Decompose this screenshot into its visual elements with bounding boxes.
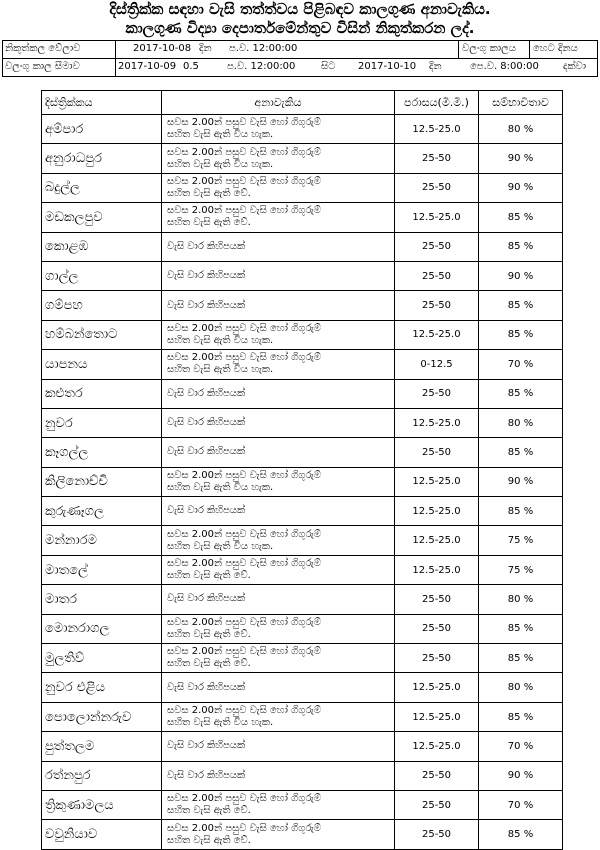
district-name: යාපනය bbox=[42, 350, 162, 379]
probability: 85 % bbox=[479, 291, 563, 320]
header-range: පරාසය(මි.මී.) bbox=[395, 91, 479, 115]
table-row bbox=[42, 497, 563, 526]
district-name: බදුල්ල bbox=[42, 173, 162, 202]
forecast-line-1: වැසි වාර කිහිපයක් bbox=[167, 740, 246, 752]
forecast-text bbox=[162, 820, 395, 849]
forecast-line-1: වැසි වාර කිහිපයක් bbox=[167, 681, 246, 693]
table-row bbox=[42, 673, 563, 702]
probability: 80 % bbox=[479, 408, 563, 437]
table-row bbox=[42, 467, 563, 496]
probability: 80 % bbox=[479, 115, 563, 144]
document-title bbox=[0, 0, 600, 40]
forecast-table bbox=[41, 90, 563, 850]
forecast-line-1: සවස 2.00න් පසුව වැසි හෝ ගිගුරුම් bbox=[167, 558, 321, 570]
forecast-text bbox=[162, 790, 395, 819]
header-district: දිස්ත්‍රික්කය bbox=[42, 91, 162, 115]
district-name: ගාල්ල bbox=[42, 261, 162, 290]
forecast-text bbox=[162, 702, 395, 731]
district-name: ත්‍රිකුණාමලය bbox=[42, 790, 162, 819]
forecast-line-1: සවස 2.00න් පසුව වැසි හෝ ගිගුරුම් bbox=[167, 175, 321, 187]
forecast-text bbox=[162, 497, 395, 526]
district-name: වවුනියාව bbox=[42, 820, 162, 849]
district-name: කුරුණෑගල bbox=[42, 497, 162, 526]
forecast-line-2: සහිත වැසි ඇති විය හැක. bbox=[167, 129, 274, 141]
rainfall-range: 25-50 bbox=[395, 261, 479, 290]
forecast-line-1: සවස 2.00න් පසුව වැසි හෝ ගිගුරුම් bbox=[167, 117, 321, 129]
rainfall-range: 12.5-25.0 bbox=[395, 320, 479, 349]
forecast-line-2: සහිත වැසි ඇති විය හැක. bbox=[167, 158, 274, 170]
table-row bbox=[42, 438, 563, 467]
forecast-text bbox=[162, 408, 395, 437]
validity-offset: 0.5 bbox=[183, 61, 199, 72]
table-row bbox=[42, 408, 563, 437]
probability: 85 % bbox=[479, 320, 563, 349]
forecast-line-2: සහිත වැසි ඇති වේ. bbox=[167, 805, 251, 817]
rainfall-range: 12.5-25.0 bbox=[395, 702, 479, 731]
validity-from-word: සිට bbox=[321, 61, 336, 72]
probability: 75 % bbox=[479, 526, 563, 555]
forecast-text bbox=[162, 614, 395, 643]
district-name: මුලතිව් bbox=[42, 644, 162, 673]
table-row bbox=[42, 761, 563, 790]
forecast-text bbox=[162, 379, 395, 408]
forecast-line-1: සවස 2.00න් පසුව වැසි හෝ ගිගුරුම් bbox=[167, 616, 321, 628]
table-row bbox=[42, 585, 563, 614]
forecast-line-1: සවස 2.00න් පසුව වැසි හෝ ගිගුරුම් bbox=[167, 528, 321, 540]
probability: 70 % bbox=[479, 350, 563, 379]
forecast-line-1: වැසි වාර කිහිපයක් bbox=[167, 505, 246, 517]
rainfall-range: 12.5-25.0 bbox=[395, 497, 479, 526]
forecast-text bbox=[162, 232, 395, 261]
forecast-text bbox=[162, 761, 395, 790]
district-name: නුවර bbox=[42, 408, 162, 437]
validity-to-date: 2017-10-10 bbox=[358, 61, 417, 72]
rainfall-range: 25-50 bbox=[395, 644, 479, 673]
issue-date: 2017-10-08 bbox=[133, 43, 192, 54]
district-name: අම්පාර bbox=[42, 115, 162, 144]
rainfall-range: 12.5-25.0 bbox=[395, 408, 479, 437]
validity-to-time: පෙ.ව. 8:00:00 bbox=[470, 61, 539, 72]
forecast-line-1: සවස 2.00න් පසුව වැසි හෝ ගිගුරුම් bbox=[167, 205, 321, 217]
validity-day-word: දින bbox=[429, 61, 442, 72]
table-row bbox=[42, 820, 563, 849]
rainfall-range: 25-50 bbox=[395, 614, 479, 643]
forecast-line-2: සහිත වැසි ඇති විය හැක. bbox=[167, 717, 274, 728]
forecast-line-1: වැසි වාර කිහිපයක් bbox=[167, 240, 246, 252]
forecast-line-2: සහිත වැසි ඇති විය හැක. bbox=[167, 364, 274, 376]
table-row bbox=[42, 555, 563, 584]
forecast-line-1: වැසි වාර කිහිපයක් bbox=[167, 387, 246, 399]
table-row bbox=[42, 115, 563, 144]
forecast-text bbox=[162, 261, 395, 290]
issue-time-row bbox=[2, 40, 598, 59]
table-row bbox=[42, 732, 563, 761]
rainfall-range: 25-50 bbox=[395, 790, 479, 819]
table-row bbox=[42, 790, 563, 819]
rainfall-range: 25-50 bbox=[395, 232, 479, 261]
forecast-line-1: සවස 2.00න් පසුව වැසි හෝ ගිගුරුම් bbox=[167, 322, 321, 334]
forecast-text bbox=[162, 585, 395, 614]
forecast-line-1: වැසි වාර කිහිපයක් bbox=[167, 270, 246, 282]
district-name: පොලොන්නරුව bbox=[42, 702, 162, 731]
forecast-text bbox=[162, 467, 395, 496]
rainfall-range: 12.5-25.0 bbox=[395, 115, 479, 144]
forecast-line-1: වැසි වාර කිහිපයක් bbox=[167, 769, 246, 781]
forecast-line-1: වැසි වාර කිහිපයක් bbox=[167, 417, 246, 429]
district-name: පුත්තලම bbox=[42, 732, 162, 761]
forecast-line-2: සහිත වැසි ඇති වේ. bbox=[167, 834, 251, 846]
probability: 85 % bbox=[479, 702, 563, 731]
forecast-line-1: සවස 2.00න් පසුව වැසි හෝ ගිගුරුම් bbox=[167, 822, 321, 834]
probability: 85 % bbox=[479, 820, 563, 849]
probability: 70 % bbox=[479, 732, 563, 761]
rainfall-range: 25-50 bbox=[395, 144, 479, 173]
probability: 80 % bbox=[479, 673, 563, 702]
probability: 85 % bbox=[479, 614, 563, 643]
forecast-text bbox=[162, 673, 395, 702]
district-name: මන්නාරම bbox=[42, 526, 162, 555]
probability: 85 % bbox=[479, 497, 563, 526]
probability: 75 % bbox=[479, 555, 563, 584]
table-row bbox=[42, 350, 563, 379]
forecast-text bbox=[162, 555, 395, 584]
probability: 90 % bbox=[479, 144, 563, 173]
forecast-text bbox=[162, 526, 395, 555]
forecast-line-1: සවස 2.00න් පසුව වැසි හෝ ගිගුරුම් bbox=[167, 352, 321, 364]
probability: 85 % bbox=[479, 232, 563, 261]
rainfall-range: 25-50 bbox=[395, 379, 479, 408]
validity-range-label: වලංගු කාල සීමාව bbox=[5, 61, 80, 72]
rainfall-range: 25-50 bbox=[395, 820, 479, 849]
district-name: අනුරාධපුර bbox=[42, 144, 162, 173]
district-name: මාතර bbox=[42, 585, 162, 614]
forecast-line-1: සවස 2.00න් පසුව වැසි හෝ ගිගුරුම් bbox=[167, 793, 321, 805]
issue-label: නිකුත්කල වේලාව bbox=[5, 43, 81, 54]
forecast-text bbox=[162, 173, 395, 202]
table-header-row bbox=[42, 91, 563, 115]
rainfall-range: 12.5-25.0 bbox=[395, 467, 479, 496]
table-row bbox=[42, 173, 563, 202]
table-row bbox=[42, 291, 563, 320]
header-probability: සම්භාවිතාව bbox=[479, 91, 563, 115]
title-line-2: කාලගුණ විද්‍යා දෙපාර්තමේන්තුව විසින් නිකුත්කරන ලද්. bbox=[125, 19, 475, 37]
forecast-text bbox=[162, 144, 395, 173]
forecast-line-1: වැසි වාර කිහිපයක් bbox=[167, 299, 246, 311]
table-row bbox=[42, 144, 563, 173]
rainfall-range: 12.5-25.0 bbox=[395, 203, 479, 232]
forecast-line-2: සහිත වැසි ඇති වේ. bbox=[167, 628, 251, 640]
forecast-text bbox=[162, 291, 395, 320]
rainfall-range: 12.5-25.0 bbox=[395, 732, 479, 761]
district-name: මොනරාගල bbox=[42, 614, 162, 643]
probability: 85 % bbox=[479, 438, 563, 467]
rainfall-range: 12.5-25.0 bbox=[395, 555, 479, 584]
table-row bbox=[42, 526, 563, 555]
probability: 85 % bbox=[479, 644, 563, 673]
probability: 85 % bbox=[479, 379, 563, 408]
probability: 90 % bbox=[479, 467, 563, 496]
probability: 90 % bbox=[479, 261, 563, 290]
validity-to-word: දක්වා bbox=[563, 61, 587, 72]
district-name: ගම්පහ bbox=[42, 291, 162, 320]
validity-from-time: ප.ව. 12:00:00 bbox=[227, 61, 296, 72]
forecast-text bbox=[162, 203, 395, 232]
district-name: කෑගල්ල bbox=[42, 438, 162, 467]
rainfall-range: 12.5-25.0 bbox=[395, 673, 479, 702]
district-name: රත්නපුර bbox=[42, 761, 162, 790]
district-name: මඩකලපුව bbox=[42, 203, 162, 232]
title-line-1: දිස්ත්‍රික්ක සඳහා වැසි තත්ත්වය පිළිබඳව කාලගුණ අනාවැකිය. bbox=[109, 0, 491, 18]
table-row bbox=[42, 379, 563, 408]
forecast-line-2: සහිත වැසි ඇති විය හැක. bbox=[167, 540, 274, 552]
district-name: මාතලේ bbox=[42, 555, 162, 584]
table-row bbox=[42, 261, 563, 290]
validity-from-date: 2017-10-09 bbox=[118, 61, 177, 72]
validity-period-value: හෙට දිනය bbox=[533, 43, 578, 54]
table-row bbox=[42, 614, 563, 643]
forecast-line-1: සවස 2.00න් පසුව වැසි හෝ ගිගුරුම් bbox=[167, 146, 321, 158]
probability: 70 % bbox=[479, 790, 563, 819]
validity-range-row bbox=[2, 58, 598, 77]
forecast-line-2: සහිත වැසි ඇති වේ. bbox=[167, 187, 251, 199]
table-row bbox=[42, 702, 563, 731]
validity-period-label: වලංගු කාලය bbox=[462, 43, 516, 54]
forecast-text bbox=[162, 732, 395, 761]
probability: 90 % bbox=[479, 173, 563, 202]
issue-time: ප.ව. 12:00:00 bbox=[229, 43, 298, 54]
forecast-line-2: සහිත වැසි ඇති වේ. bbox=[167, 658, 251, 670]
forecast-line-2: සහිත වැසි ඇති වේ. bbox=[167, 217, 251, 229]
rainfall-range: 25-50 bbox=[395, 291, 479, 320]
rainfall-range: 25-50 bbox=[395, 438, 479, 467]
header-forecast: අනාවැකිය bbox=[162, 91, 395, 115]
rainfall-range: 25-50 bbox=[395, 173, 479, 202]
district-name: හම්බන්තොට bbox=[42, 320, 162, 349]
probability: 90 % bbox=[479, 761, 563, 790]
table-row bbox=[42, 232, 563, 261]
forecast-line-1: සවස 2.00න් පසුව වැසි හෝ ගිගුරුම් bbox=[167, 705, 321, 716]
table-row bbox=[42, 320, 563, 349]
probability: 80 % bbox=[479, 585, 563, 614]
district-name: කිලිනොච්චි bbox=[42, 467, 162, 496]
district-name: කොළඹ bbox=[42, 232, 162, 261]
rainfall-range: 12.5-25.0 bbox=[395, 526, 479, 555]
probability: 85 % bbox=[479, 203, 563, 232]
rainfall-range: 0-12.5 bbox=[395, 350, 479, 379]
table-row bbox=[42, 203, 563, 232]
forecast-line-1: වැසි වාර කිහිපයක් bbox=[167, 446, 246, 458]
forecast-line-1: සවස 2.00න් පසුව වැසි හෝ ගිගුරුම් bbox=[167, 469, 321, 481]
district-name: කළුතර bbox=[42, 379, 162, 408]
forecast-line-2: සහිත වැසි ඇති විය හැක. bbox=[167, 481, 274, 493]
forecast-text bbox=[162, 350, 395, 379]
forecast-text bbox=[162, 438, 395, 467]
rainfall-range: 25-50 bbox=[395, 761, 479, 790]
rainfall-range: 25-50 bbox=[395, 585, 479, 614]
forecast-text bbox=[162, 320, 395, 349]
forecast-text bbox=[162, 115, 395, 144]
table-row bbox=[42, 644, 563, 673]
forecast-line-2: සහිත වැසි ඇති විය හැක. bbox=[167, 334, 274, 346]
issue-day-word: දින bbox=[199, 43, 212, 54]
forecast-line-1: වැසි වාර කිහිපයක් bbox=[167, 593, 246, 605]
forecast-text bbox=[162, 644, 395, 673]
forecast-line-1: සවස 2.00න් පසුව වැසි හෝ ගිගුරුම් bbox=[167, 646, 321, 658]
district-name: නුවර එළිය bbox=[42, 673, 162, 702]
forecast-line-2: සහිත වැසි ඇති වේ. bbox=[167, 570, 251, 582]
